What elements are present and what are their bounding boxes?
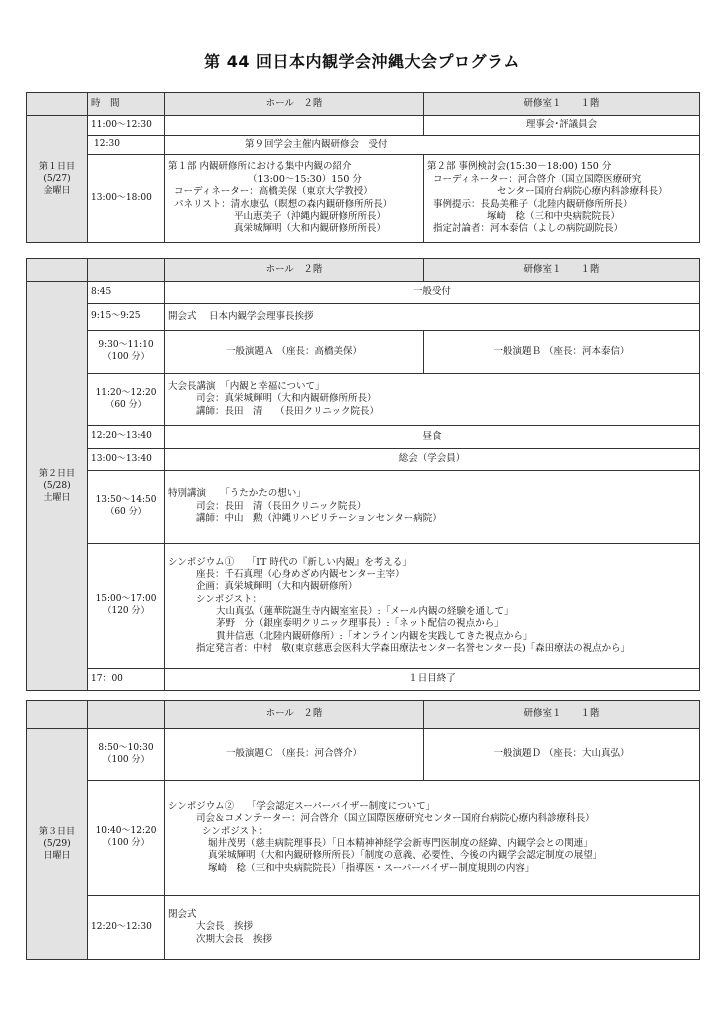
room-header: 研修室１ １階 [424,259,700,282]
room-cell: 理事会･評議員会 [424,116,700,136]
room-cell: 一般演題Ｄ （座長：大山真弘） [424,729,700,781]
page-title: 第 44 回日本内観学会沖縄大会プログラム [204,52,520,71]
hall-header: ホール ２階 [165,701,424,729]
time-cell: 8:50～10:30 （100 分） [88,729,165,781]
hall-cell [165,116,424,136]
session-cell: 一般受付 [165,282,700,304]
time-cell: 8:45 [88,282,165,304]
closing-cell: 閉会式 大会長 挨拶 次期大会長 挨拶 [165,896,700,960]
time-cell: 11:00～12:30 [88,116,165,136]
room-header: 研修室１ １階 [424,93,700,116]
time-cell: 9:15～9:25 [88,304,165,331]
time-header [88,259,165,282]
symposium1-cell: シンポジウム① 「IT 時代の『新しい内観』を考える」 座長：千石真理（心身めざめ内観センター主宰） 企画：真栄城輝明（大和内観研修所） シンポジスト： 大山真弘（蓮華院誕生寺内観室室長）:「メール内観の経験を通して」 茅野 分（銀座泰明クリニック理事長）:「ネット配信の視点から」 貫井信恵（北陸内観研修所）:「オンライン内観を実践してきた視点から」 指定発言者：中村 敬(東京慈恵会医科大学森田療法センター名誉センター長)「森田療法の視点から」 [165,544,700,669]
day1-schedule-table [26,92,700,243]
session-cell: 総会（学会員） [165,449,700,471]
session-cell: 大会長講演 「内観と幸福について」 司会：真栄城輝明（大和内観研修所所長） 講師：長田 清 （長田クリニック院長） [165,374,700,426]
time-cell: 17：00 [88,669,165,691]
session-cell: 昼食 [165,426,700,449]
day-header-cell [27,93,88,116]
time-cell: 13:00～18:00 [88,155,165,243]
time-cell: 12:20～13:40 [88,426,165,449]
session-cell: １日目終了 [165,669,700,691]
session-cell: 開会式 日本内観学会理事長挨拶 [165,304,700,331]
room-header: 研修室１ １階 [424,701,700,729]
time-cell: 13:00～13:40 [88,449,165,471]
time-cell: 13:50～14:50 （60 分） [88,471,165,544]
time-cell: 11:20～12:20 （60 分） [88,374,165,426]
time-header [88,701,165,729]
room-cell: 一般演題Ｂ （座長：河本泰信） [424,331,700,374]
hall-cell: 一般演題Ａ （座長：高橋美保） [165,331,424,374]
hall-cell: 一般演題Ｃ （座長：河合啓介） [165,729,424,781]
day1-label: 第１日目 (5/27) 金曜日 [27,116,88,243]
time-cell: 12:30 [88,136,165,155]
day3-label: 第３日目 (5/29) 日曜日 [27,729,88,960]
day-header-cell [27,701,88,729]
day-header-cell [27,259,88,282]
day3-schedule-table [26,700,700,960]
time-cell: 15:00～17:00 （120 分） [88,544,165,669]
hall-header: ホール ２階 [165,259,424,282]
time-header: 時 間 [88,93,165,116]
time-cell: 12:20～12:30 [88,896,165,960]
part2-cell: 第２部 事例検討会(15:30－18:00) 150 分 コーディネーター：河合啓介（国立国際医療研究 センター国府台病院心療内科診療科長） 事例提示：長島美稚子（北陸内観研修所所長） 塚崎 稔（三和中央病院院長） 指定討論者：河本泰信（よしの病院副院長） [424,155,700,243]
part1-cell: 第１部 内観研修所における集中内観の紹介 （13:00～15:30）150 分 コーディネーター：高橋美保（東京大学教授） パネリスト：清水康弘（瞑想の森内観研修所所長） 平山恵美子（沖縄内観研修所所長） 真栄城輝明（大和内観研修所所長） [165,155,424,243]
day2-schedule-table [26,258,700,691]
time-cell: 9:30～11:10 （100 分） [88,331,165,374]
hall-header: ホール ２階 [165,93,424,116]
time-cell: 10:40～12:20 （100 分） [88,781,165,896]
session-cell: 第９回学会主催内観研修会 受付 [165,136,700,155]
day2-label: 第２日目 (5/28) 土曜日 [27,282,88,691]
session-cell: 特別講演 「うたかたの想い」 司会：長田 清（長田クリニック院長） 講師：中山 勲（沖縄リハビリテーションセンター病院） [165,471,700,544]
symposium2-cell: シンポジウム② 「学会認定スーパーバイザー制度について」 司会＆コメンテーター：河合啓介（国立国際医療研究センター国府台病院心療内科診療科長） シンポジスト： 堀井茂男（慈圭病院理事長）「日本精神神経学会新専門医制度の経緯、内観学会との関連」 真栄城輝明（大和内観研修所所長）「制度の意義、必要性、今後の内観学会認定制度の展望」 塚崎 稔（三和中央病院院長）「指導医・スーパーバイザー制度規則の内容」 [165,781,700,896]
